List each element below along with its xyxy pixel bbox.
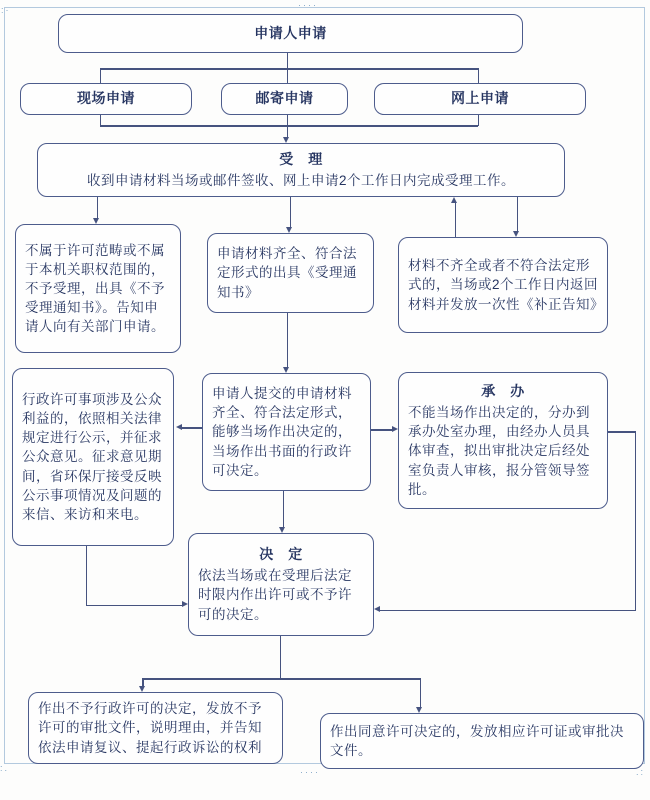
connector-line: [517, 197, 519, 231]
node-applicant-apply: [58, 14, 523, 53]
connector-line: [287, 53, 289, 68]
node-acceptance-notice: [207, 233, 374, 313]
connector-line: [608, 431, 636, 433]
node-text: 材料不齐全或者不符合法定形式的，当场或2个工作日内返回材料并发放一次性《补正告知》: [408, 258, 604, 312]
arrowhead: [283, 367, 289, 373]
scan-artifact: :.: [0, 763, 10, 773]
scan-artifact: :·: [1, 5, 11, 15]
node-undertake: [398, 372, 608, 509]
connector-line: [380, 610, 636, 612]
connector-line: [100, 68, 102, 83]
arrowhead: [392, 426, 398, 432]
connector-line: [635, 431, 637, 611]
node-grant-permit: [320, 713, 644, 769]
connector-line: [100, 125, 478, 127]
node-online-application: [374, 83, 586, 115]
node-not-accepted: [15, 224, 181, 353]
node-acceptance: [37, 143, 565, 197]
node-label: 邮寄申请: [255, 90, 314, 107]
scan-artifact: ····: [298, 0, 318, 10]
node-public-notice: [12, 368, 174, 546]
node-label: 现场申请: [77, 90, 135, 107]
node-text: 申请材料齐全、符合法定形式的出具《受理通知书》: [217, 246, 357, 300]
node-text: 作出不予行政许可的决定，发放不予许可的审批文件，说明理由，并告知依法申请复议、提起行政诉讼的权利: [38, 701, 262, 755]
node-text: 作出同意许可决定的，发放相应许可证或审批决文件。: [330, 723, 624, 758]
node-text: 申请人提交的申请材料齐全、符合法定形式，能够当场作出决定的，当场作出书面的行政许可决定。: [212, 386, 352, 478]
connector-line: [371, 429, 392, 431]
arrowhead: [513, 231, 519, 237]
scan-artifact: .:: [636, 767, 646, 777]
connector-line: [290, 197, 292, 227]
connector-line: [97, 197, 99, 218]
connector-line: [420, 678, 422, 707]
connector-line: [287, 115, 289, 137]
node-text: 不属于许可范畴或不属于本机关职权范围的，不予受理，出具《不予受理通知书》。告知申请人向有关部门申请。: [25, 242, 165, 335]
arrowhead: [283, 137, 289, 143]
node-text: 行政许可事项涉及公众利益的，依照相关法律规定进行公示，并征求公众意见。征求意见期间，省环保厅接受反映公示事项情况及问题的来信、来访和来电。: [22, 391, 162, 522]
connector-line: [142, 678, 144, 686]
connector-line: [287, 313, 289, 367]
connector-line: [86, 605, 183, 607]
node-onsite-application: [20, 83, 192, 115]
connector-line: [283, 491, 285, 527]
node-text: 不能当场作出决定的，分办到承办处室办理，由经办人员具体审查，拟出审批决定后经处室负责人审核，报分管领导签批。: [408, 405, 590, 497]
node-label: 申请人申请: [254, 24, 327, 41]
arrowhead: [182, 601, 188, 607]
connector-line: [478, 68, 480, 83]
node-text: 收到申请材料当场或邮件签收、网上申请2个工作日内完成受理工作。: [86, 172, 515, 188]
arrowhead: [286, 227, 292, 233]
node-mail-application: [221, 83, 348, 115]
arrowhead: [279, 527, 285, 533]
arrowhead: [451, 197, 457, 203]
node-onspot-decision: [202, 373, 371, 491]
node-deny-permit: [28, 692, 283, 764]
connector-line: [280, 636, 282, 679]
connector-line: [182, 427, 202, 429]
node-title: 承 办: [481, 383, 525, 400]
arrowhead: [139, 686, 145, 692]
node-label: 网上申请: [451, 90, 509, 107]
node-decision: [188, 533, 374, 636]
arrowhead: [176, 424, 182, 430]
node-title: 受 理: [279, 150, 323, 167]
arrowhead: [416, 707, 422, 713]
node-text: 依法当场或在受理后法定时限内作出许可或不予许可的决定。: [198, 568, 352, 622]
connector-line: [100, 68, 478, 70]
connector-line: [287, 68, 289, 83]
connector-line: [142, 678, 420, 680]
node-supplement-notice: [398, 237, 608, 333]
connector-line: [86, 546, 88, 606]
connector-line: [455, 203, 457, 237]
arrowhead: [374, 606, 380, 612]
arrowhead: [93, 218, 99, 224]
node-title: 决 定: [259, 546, 303, 563]
scan-artifact: ····: [300, 767, 320, 777]
